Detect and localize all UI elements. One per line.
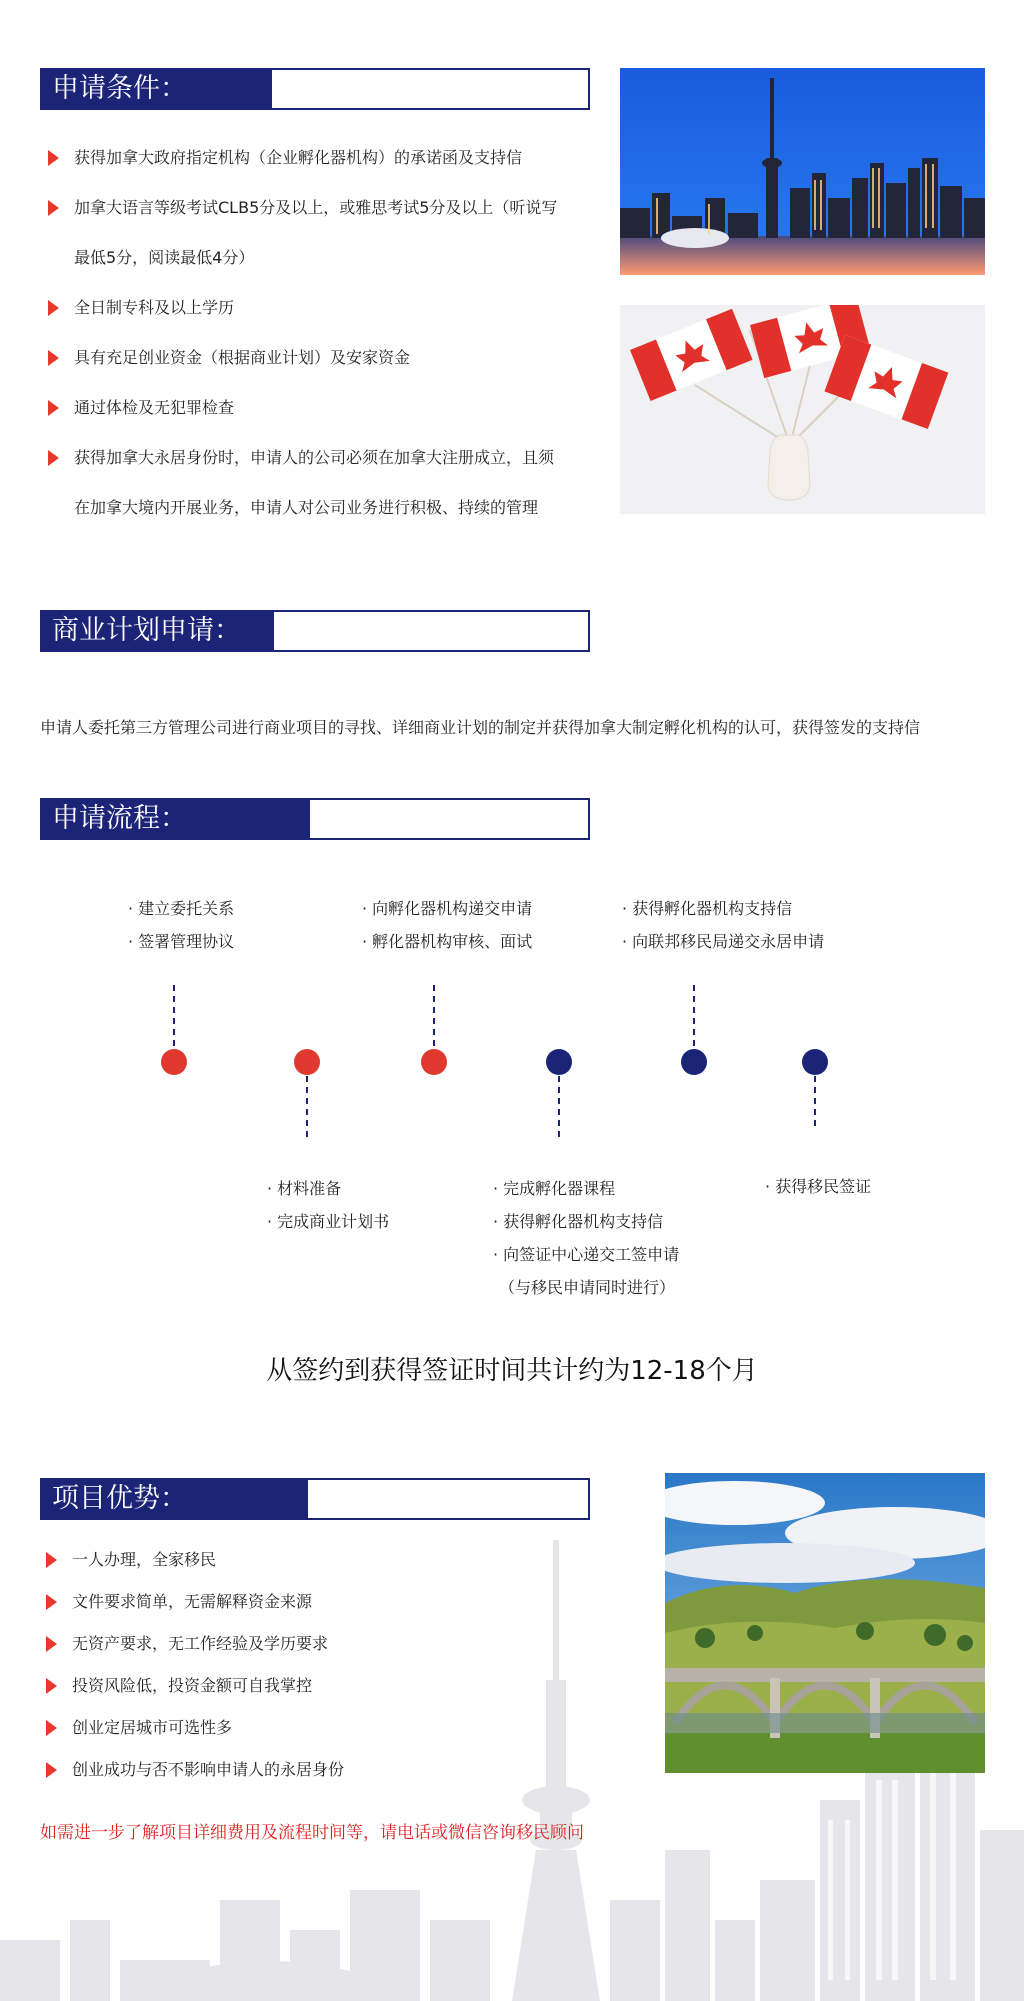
toronto-skyline-photo: [620, 68, 985, 275]
timeline-dot-icon: [681, 1049, 707, 1075]
list-item: 无资产要求，无工作经验及学历要求: [38, 1623, 598, 1665]
contact-note: 如需进一步了解项目详细费用及流程时间等，请电话或微信咨询移民顾问: [40, 1823, 584, 1843]
red-triangle-bullet-icon: [48, 400, 59, 416]
red-triangle-bullet-icon: [48, 300, 59, 316]
landscape-bridge-photo: [665, 1473, 985, 1773]
list-item: 通过体检及无犯罪检查: [40, 383, 600, 433]
advantages-title: 项目优势：: [42, 1480, 308, 1518]
red-triangle-bullet-icon: [48, 450, 59, 466]
red-triangle-bullet-icon: [48, 350, 59, 366]
list-item: 一人办理，全家移民: [38, 1539, 598, 1581]
requirements-title: 申请条件：: [42, 70, 272, 108]
requirements-header: [40, 68, 590, 110]
list-item: 投资风险低，投资金额可自我掌控: [38, 1665, 598, 1707]
list-item: 加拿大语言等级考试CLB5分及以上，或雅思考试5分及以上（听说写 最低5分，阅读最低4分）: [40, 183, 600, 283]
process-step-group: · 材料准备 · 完成商业计划书: [267, 1179, 390, 1231]
list-item: 文件要求简单，无需解释资金来源: [38, 1581, 598, 1623]
requirements-list: [40, 133, 600, 533]
list-item: 具有充足创业资金（根据商业计划）及安家资金: [40, 333, 600, 383]
process-step-group: · 建立委托关系 · 签署管理协议: [128, 899, 235, 951]
list-item: 全日制专科及以上学历: [40, 283, 600, 333]
red-triangle-bullet-icon: [46, 1594, 57, 1610]
business-plan-text: 申请人委托第三方管理公司进行商业项目的寻找、详细商业计划的制定并获得加拿大制定孵化机构的认可，获得签发的支持信: [40, 718, 921, 737]
business-plan-title: 商业计划申请：: [42, 612, 274, 650]
list-item: 创业定居城市可选性多: [38, 1707, 598, 1749]
list-item: 获得加拿大永居身份时，申请人的公司必须在加拿大注册成立，且须 在加拿大境内开展业务，申请人对公司业务进行积极、持续的管理: [40, 433, 600, 533]
list-item: 获得加拿大政府指定机构（企业孵化器机构）的承诺函及支持信: [40, 133, 600, 183]
list-item: 创业成功与否不影响申请人的永居身份: [38, 1749, 598, 1791]
business-plan-header: [40, 610, 590, 652]
process-title: 申请流程：: [42, 800, 310, 838]
timeline-dot-icon: [802, 1049, 828, 1075]
timeline-dot-icon: [294, 1049, 320, 1075]
advantages-list: [38, 1539, 598, 1791]
red-triangle-bullet-icon: [46, 1552, 57, 1568]
process-summary: 从签约到获得签证时间共计约为12-18个月: [266, 1356, 758, 1386]
red-triangle-bullet-icon: [48, 200, 59, 216]
timeline-dot-icon: [421, 1049, 447, 1075]
canada-flags-photo: [620, 305, 985, 514]
process-header: [40, 798, 590, 840]
timeline-dot-icon: [546, 1049, 572, 1075]
timeline-dot-icon: [161, 1049, 187, 1075]
red-triangle-bullet-icon: [46, 1762, 57, 1778]
advantages-header: [40, 1478, 590, 1520]
red-triangle-bullet-icon: [48, 150, 59, 166]
red-triangle-bullet-icon: [46, 1720, 57, 1736]
process-step-group: · 向孵化器机构递交申请 · 孵化器机构审核、面试: [362, 899, 533, 951]
process-step-group: · 完成孵化器课程 · 获得孵化器机构支持信 · 向签证中心递交工签申请 （与移民申请同时进行）: [493, 1179, 680, 1297]
red-triangle-bullet-icon: [46, 1678, 57, 1694]
red-triangle-bullet-icon: [46, 1636, 57, 1652]
process-timeline: [150, 980, 840, 1140]
process-step-group: · 获得孵化器机构支持信 · 向联邦移民局递交永居申请: [622, 899, 825, 951]
process-step-group: · 获得移民签证: [765, 1177, 872, 1196]
